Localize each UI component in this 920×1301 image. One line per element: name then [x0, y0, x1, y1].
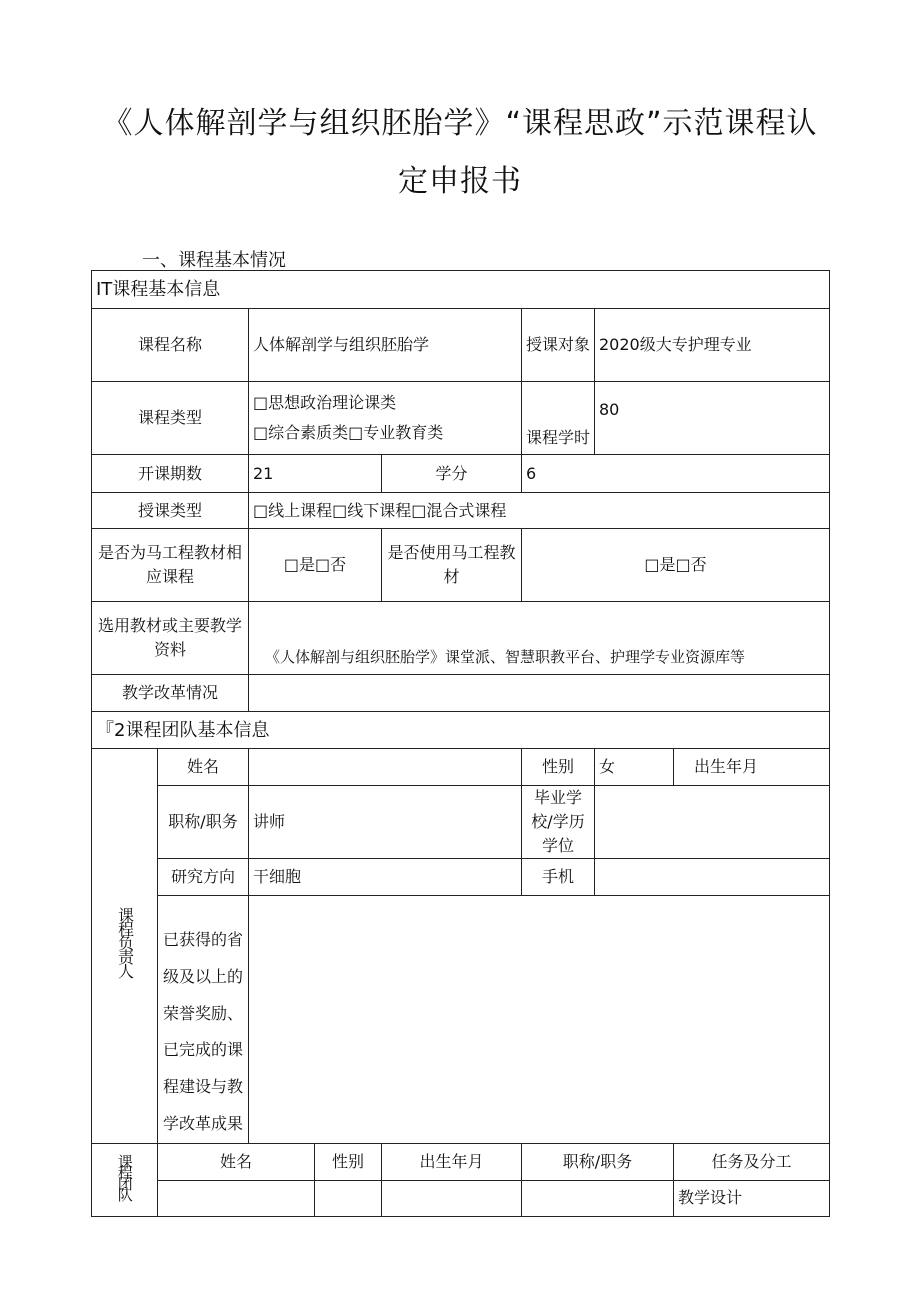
team-col-gender: 性别: [315, 1143, 382, 1180]
terms-value[interactable]: 21: [249, 455, 382, 493]
leader-section-label: [92, 749, 158, 1144]
leader-title-label: 职称/职务: [158, 786, 249, 859]
document-title-line2: 定申报书: [398, 164, 522, 199]
table-row: [92, 1180, 830, 1216]
materials-label: 选用教材或主要教学资料: [92, 602, 249, 675]
leader-honors-value[interactable]: [249, 896, 830, 1144]
leader-honors-label: 已获得的省级及以上的荣誉奖励、已完成的课程建设与教学改革成果: [158, 896, 249, 1144]
team-row-title[interactable]: [522, 1180, 674, 1216]
use-marx-label: 是否使用马工程教材: [382, 529, 522, 602]
team-info-header: 『2课程团队基本信息: [92, 712, 830, 749]
course-name-value[interactable]: 人体解剖学与组织胚胎学: [249, 309, 522, 382]
audience-value[interactable]: 2020级大专护理专业: [595, 309, 830, 382]
leader-name-label: 姓名: [158, 749, 249, 786]
credit-value[interactable]: 6: [522, 455, 830, 493]
reform-value[interactable]: [249, 675, 830, 712]
course-type-option-2[interactable]: □综合素质类□专业教育类: [253, 423, 444, 442]
application-form-table: [91, 270, 830, 1217]
marx-course-label: 是否为马工程教材相应课程: [92, 529, 249, 602]
hours-label: 课程学时: [522, 382, 595, 455]
leader-research-label: 研究方向: [158, 859, 249, 896]
materials-value[interactable]: 《人体解剖与组织胚胎学》课堂派、智慧职教平台、护理学专业资源库等: [249, 602, 830, 675]
leader-school-label: 毕业学校/学历学位: [522, 786, 595, 859]
leader-school-value[interactable]: [595, 786, 830, 859]
use-marx-value[interactable]: □是□否: [522, 529, 830, 602]
course-type-option-1[interactable]: □思想政治理论课类: [253, 392, 397, 412]
credit-label: 学分: [382, 455, 522, 493]
team-col-name: 姓名: [158, 1143, 315, 1180]
team-row-name[interactable]: [158, 1180, 315, 1216]
team-row-gender[interactable]: [315, 1180, 382, 1216]
hours-value[interactable]: 80: [595, 382, 830, 455]
leader-research-value[interactable]: 干细胞: [249, 859, 522, 896]
leader-birth-label: 出生年月: [674, 749, 830, 786]
reform-label: 教学改革情况: [92, 675, 249, 712]
terms-label: 开课期数: [92, 455, 249, 493]
course-name-label: 课程名称: [92, 309, 249, 382]
leader-name-value[interactable]: [249, 749, 522, 786]
teaching-type-value[interactable]: □线上课程□线下课程□混合式课程: [249, 493, 830, 529]
leader-gender-label: 性别: [522, 749, 595, 786]
audience-label: 授课对象: [522, 309, 595, 382]
leader-title-value[interactable]: 讲师: [249, 786, 522, 859]
team-col-birth: 出生年月: [382, 1143, 522, 1180]
course-type-label: 课程类型: [92, 382, 249, 455]
leader-gender-value[interactable]: 女: [595, 749, 674, 786]
team-vertical-text: 课程团队: [115, 1154, 134, 1199]
course-type-options[interactable]: [249, 382, 522, 455]
marx-course-value[interactable]: □是□否: [249, 529, 382, 602]
leader-vertical-text: 课程负责人: [115, 907, 135, 978]
teaching-type-label: 授课类型: [92, 493, 249, 529]
team-col-task: 任务及分工: [674, 1143, 830, 1180]
team-section-label: [92, 1143, 158, 1216]
section-heading: 一、课程基本情况: [142, 250, 286, 271]
team-row-task[interactable]: 教学设计: [674, 1180, 830, 1216]
leader-phone-label: 手机: [522, 859, 595, 896]
team-col-title: 职称/职务: [522, 1143, 674, 1180]
leader-phone-value[interactable]: [595, 859, 830, 896]
basic-info-header: IT课程基本信息: [92, 271, 830, 309]
document-title-line1: 《人体解剖学与组织胚胎学》“课程思政”示范课程认: [102, 106, 818, 141]
team-row-birth[interactable]: [382, 1180, 522, 1216]
